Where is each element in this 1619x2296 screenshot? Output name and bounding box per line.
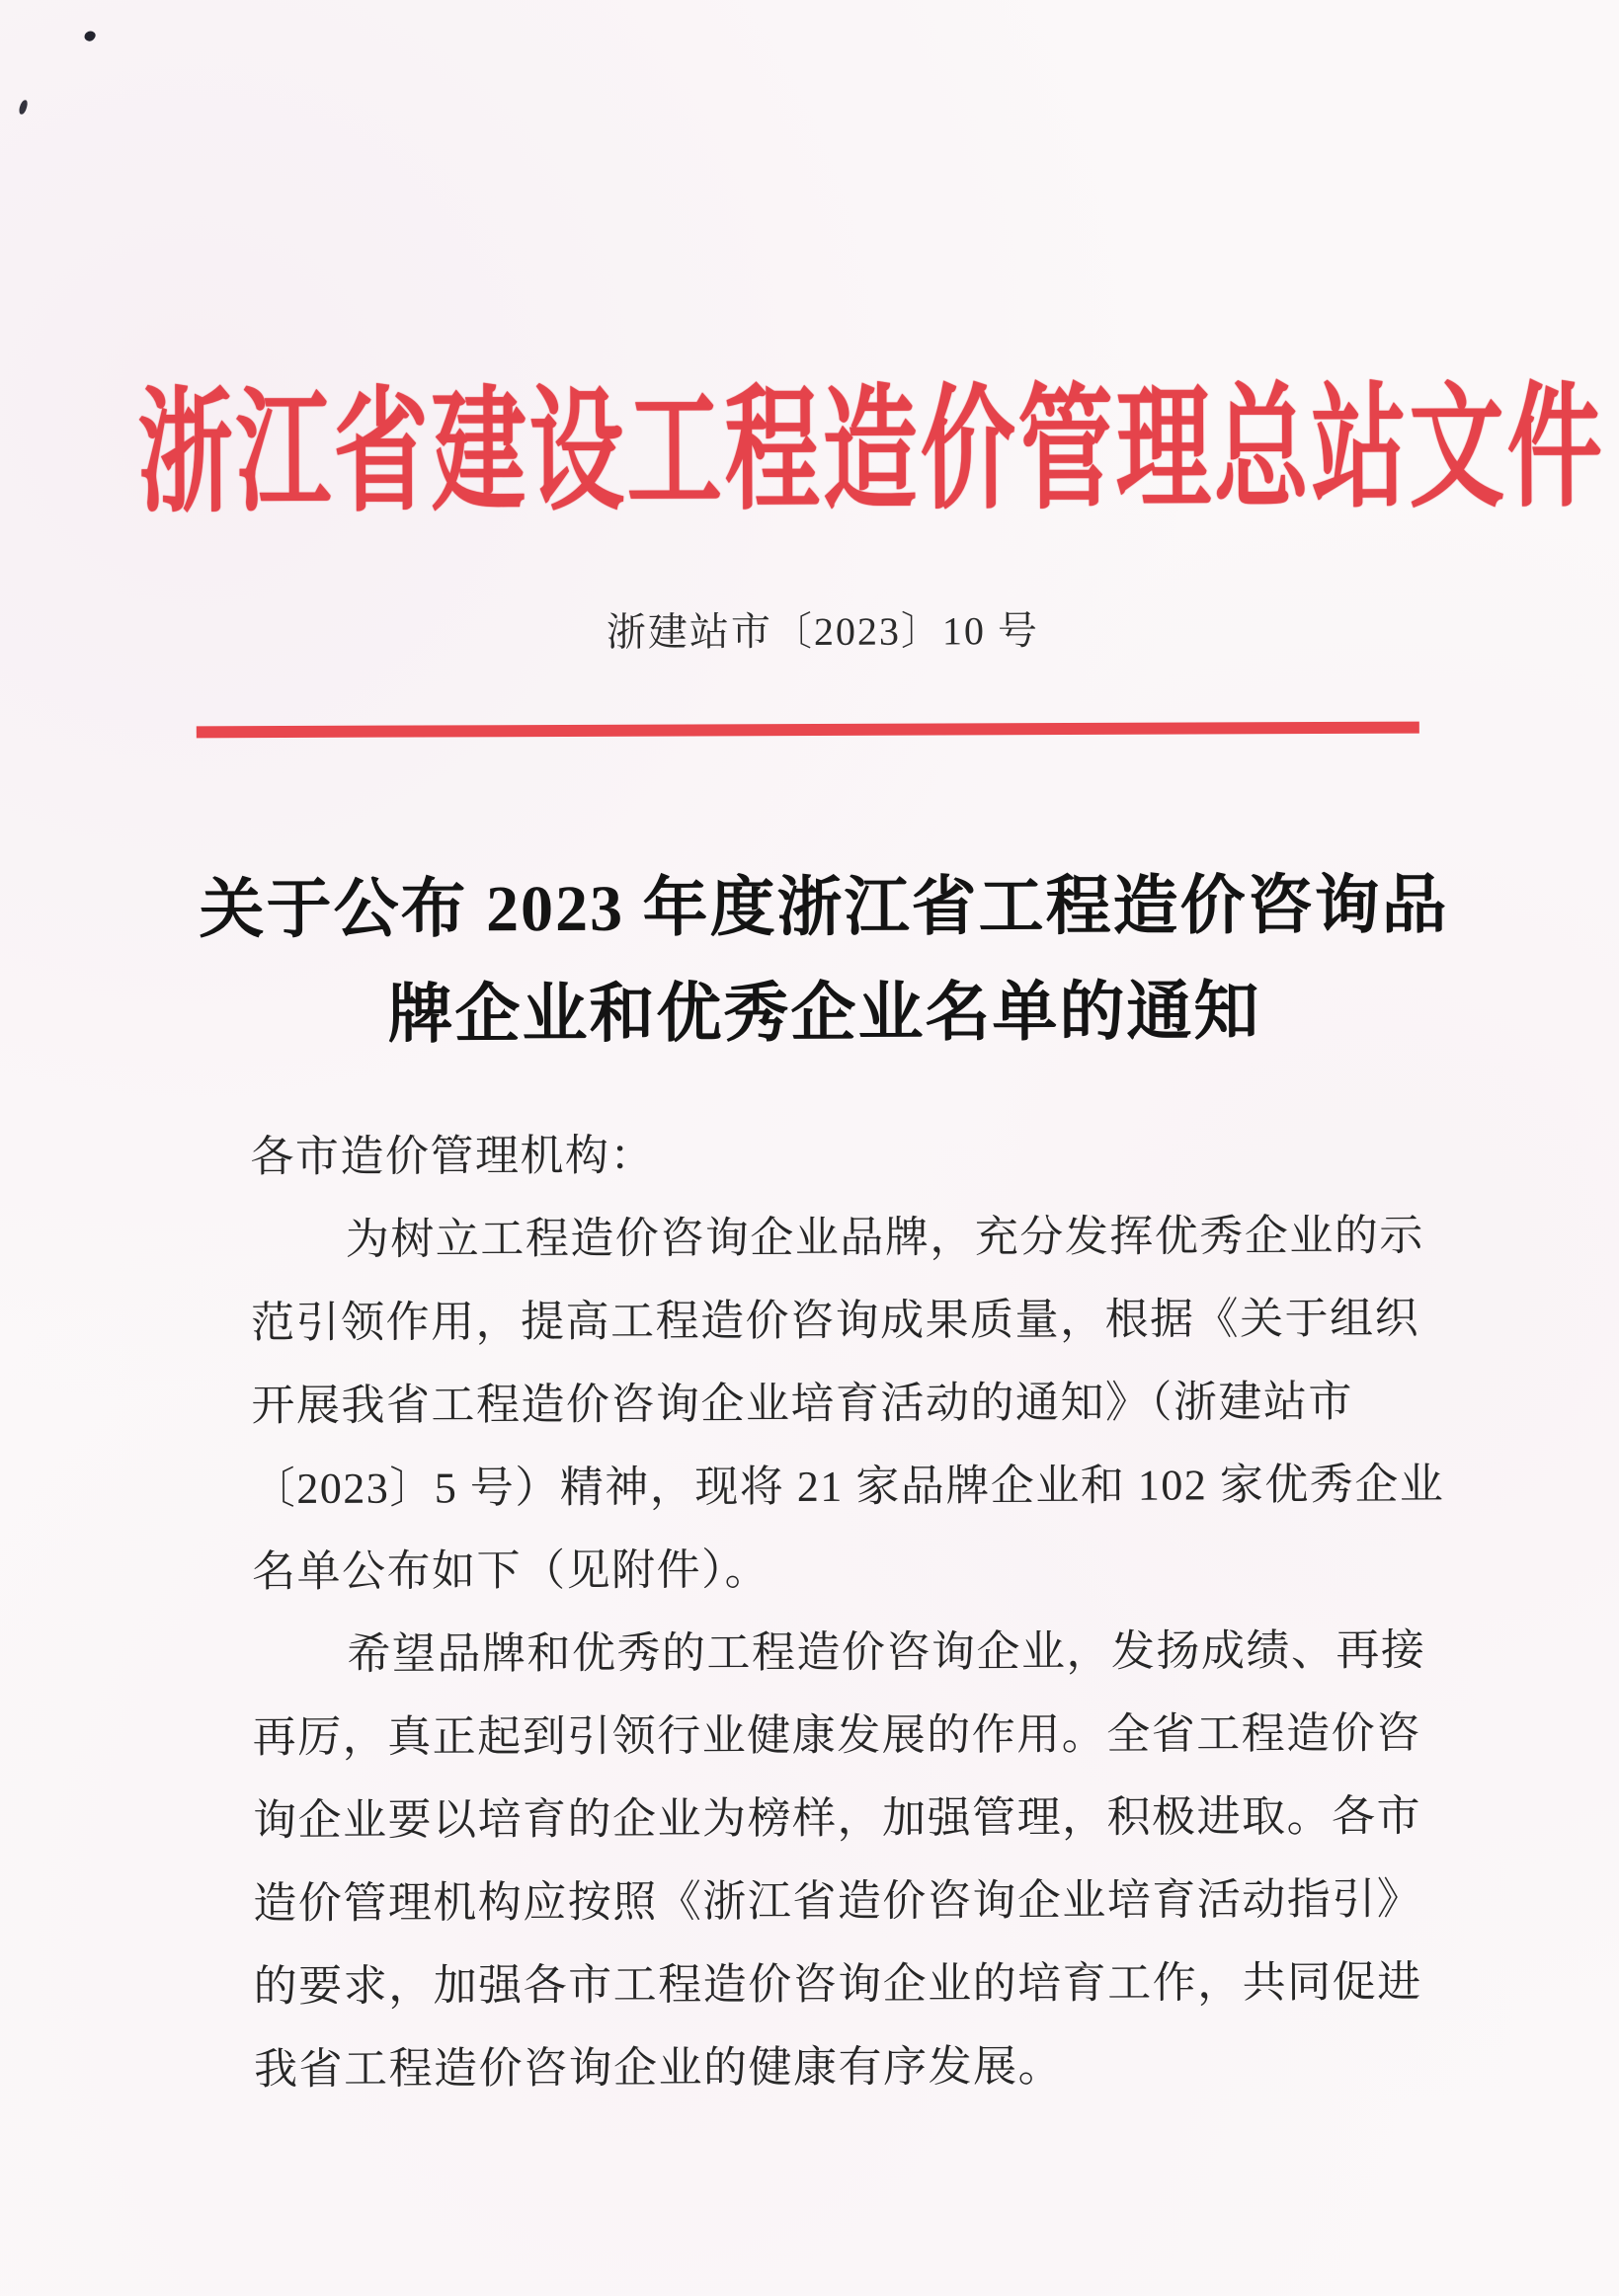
body-line: 造价管理机构应按照《浙江省造价咨询企业培育活动指引》 [253,1874,1422,1929]
letterhead-title: 浙江省建设工程造价管理总站文件 [137,372,1606,529]
document-title [29,852,1619,1069]
body-line: 名单公布如下（见附件）。 [251,1545,770,1597]
body-line: 我省工程造价咨询企业的健康有序发展。 [253,2042,1064,2095]
body-line: 范引领作用，提高工程造价咨询成果质量，根据《关于组织 [251,1294,1420,1348]
document-title-line: 关于公布 2023 年度浙江省工程造价咨询品 [199,869,1449,947]
body-line: 〔2023〕5 号）精神，现将 21 家品牌企业和 102 家优秀企业 [251,1460,1445,1514]
body-line: 询企业要以培育的企业为榜样，加强管理，积极进取。各市 [252,1791,1422,1846]
body-line: 为树立工程造价咨询企业品牌，充分发挥优秀企业的示 [345,1211,1424,1264]
red-divider-line [197,722,1419,739]
body-line: 的要求，加强各市工程造价咨询企业的培育工作，共同促进 [253,1957,1422,2012]
document-title-line: 牌企业和优秀企业名单的通知 [387,976,1261,1052]
document-number: 浙建站市〔2023〕10 号 [606,608,1040,655]
body-line: 希望品牌和优秀的工程造价咨询企业，发扬成绩、再接 [347,1625,1426,1679]
salutation: 各市造价管理机构： [250,1131,656,1182]
body-text [250,1112,1445,2112]
body-line: 再厉，真正起到引领行业健康发展的作用。全省工程造价咨 [252,1708,1421,1763]
body-line: 开展我省工程造价咨询企业培育活动的通知》（浙建站市 [251,1377,1354,1431]
